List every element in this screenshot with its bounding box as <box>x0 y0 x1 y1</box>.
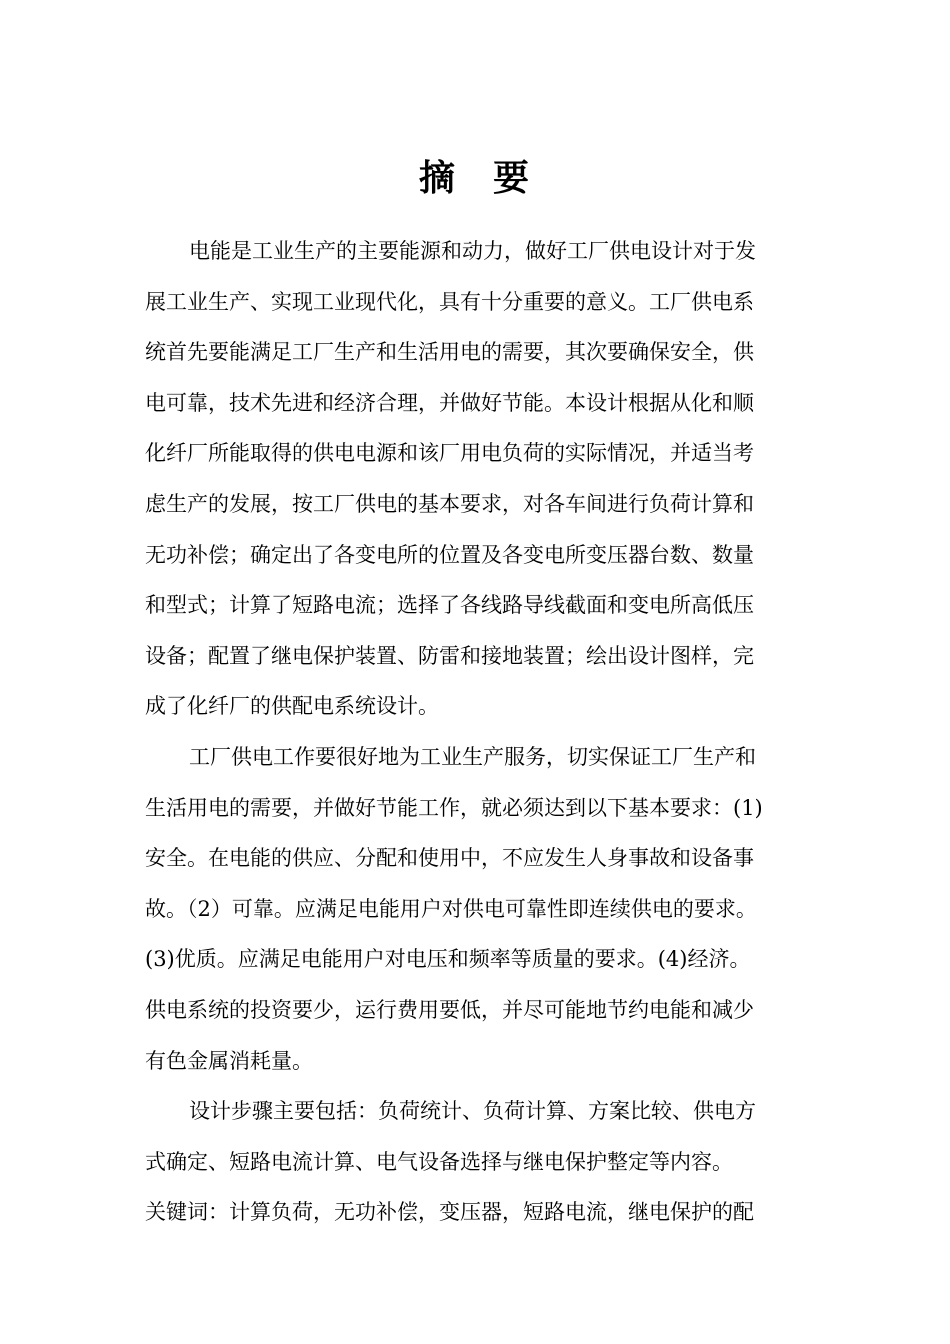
paragraph-3-line: 式确定、短路电流计算、电气设备选择与继电保护整定等内容。 <box>145 1149 733 1174</box>
paragraph-1-line: 展工业生产、实现工业现代化，具有十分重要的意义。工厂供电系 <box>145 289 754 314</box>
paragraph-1-line: 电能是工业生产的主要能源和动力，做好工厂供电设计对于发 <box>189 239 756 263</box>
paragraph-1-line: 成了化纤厂的供配电系统设计。 <box>145 694 439 719</box>
paragraph-2-line: 故。（2）可靠。应满足电能用户对供电可靠性即连续供电的要求。 <box>145 896 757 921</box>
paragraph-2-line: 有色金属消耗量。 <box>145 1048 313 1073</box>
paragraph-2-line: 供电系统的投资要少，运行费用要低，并尽可能地节约电能和减少 <box>145 997 754 1022</box>
paragraph-1-line: 化纤厂所能取得的供电电源和该厂用电负荷的实际情况，并适当考 <box>145 441 754 466</box>
paragraph-1-line: 统首先要能满足工厂生产和生活用电的需要，其次要确保安全，供 <box>145 340 754 365</box>
title-char-2: 要 <box>493 158 532 199</box>
paragraph-2-line: 生活用电的需要，并做好节能工作，就必须达到以下基本要求：(1) <box>145 795 763 820</box>
paragraph-1-line: 设备；配置了继电保护装置、防雷和接地装置；绘出设计图样，完 <box>145 643 754 668</box>
abstract-body <box>145 226 805 1238</box>
paragraph-1-line: 虑生产的发展，按工厂供电的基本要求，对各车间进行负荷计算和 <box>145 491 754 516</box>
title-char-1: 摘 <box>418 158 457 199</box>
paragraph-1-line: 无功补偿；确定出了各变电所的位置及各变电所变压器台数、数量 <box>145 542 754 567</box>
paragraph-2-line: 安全。在电能的供应、分配和使用中，不应发生人身事故和设备事 <box>145 846 754 871</box>
paragraph-1-line: 电可靠，技术先进和经济合理，并做好节能。本设计根据从化和顺 <box>145 390 754 415</box>
paragraph-2-line: (3)优质。应满足电能用户对电压和频率等质量的要求。(4)经济。 <box>145 947 751 972</box>
keywords-line: 关键词：计算负荷，无功补偿，变压器，短路电流，继电保护的配 <box>145 1200 754 1225</box>
page-title <box>0 150 950 201</box>
paragraph-3-line: 设计步骤主要包括：负荷统计、负荷计算、方案比较、供电方 <box>189 1099 756 1124</box>
paragraph-1-line: 和型式；计算了短路电流；选择了各线路导线截面和变电所高低压 <box>145 593 754 618</box>
paragraph-2-line: 工厂供电工作要很好地为工业生产服务，切实保证工厂生产和 <box>189 744 756 769</box>
